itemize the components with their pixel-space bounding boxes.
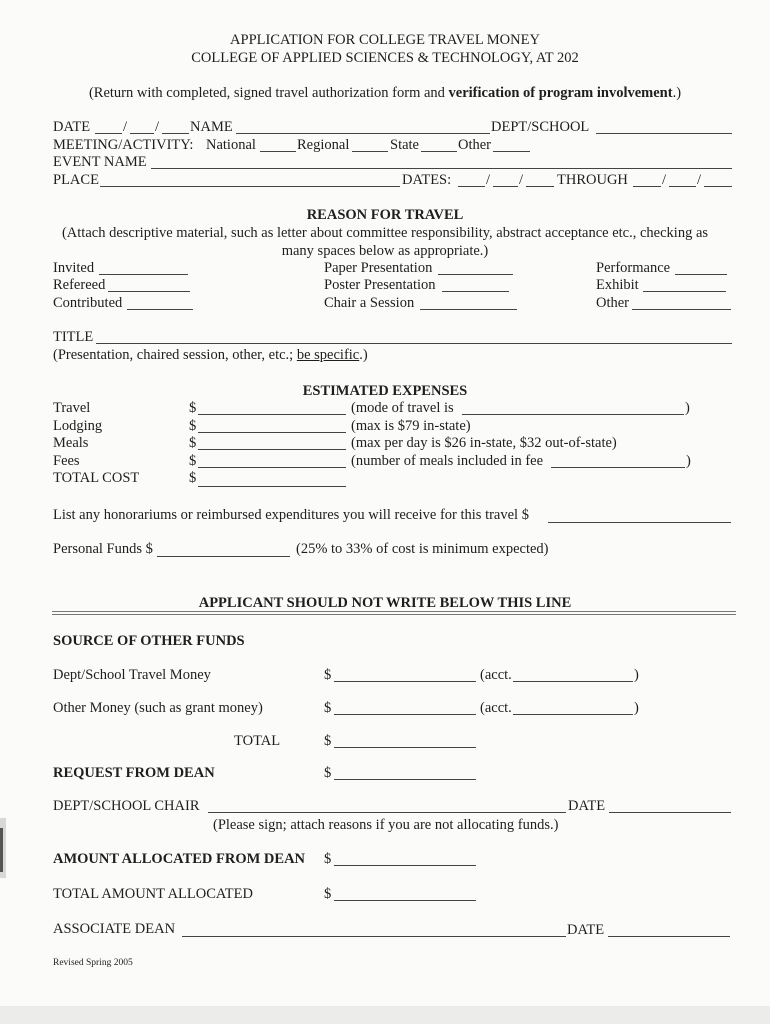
- request-from-dean-label: REQUEST FROM DEAN: [53, 765, 215, 781]
- dates-slash: /: [486, 172, 491, 188]
- chair-note: (Please sign; attach reasons if you are not allocating funds.): [213, 817, 559, 833]
- dollar-sign: $: [324, 667, 332, 683]
- other-label: Other: [458, 137, 492, 153]
- dollar-sign: $: [324, 733, 332, 749]
- reason-other-label: Other: [596, 295, 630, 311]
- name-label: NAME: [190, 119, 233, 135]
- refereed-label: Refereed: [53, 277, 106, 293]
- personal-funds-field[interactable]: [157, 556, 290, 557]
- date-slash: /: [123, 119, 128, 135]
- place-field[interactable]: [100, 186, 400, 187]
- total-funds-field[interactable]: [334, 747, 476, 748]
- close-paren: ): [686, 453, 691, 469]
- honorariums-field[interactable]: [548, 522, 731, 523]
- event-name-field[interactable]: [151, 168, 732, 169]
- date-year-field[interactable]: [162, 133, 189, 134]
- request-from-dean-field[interactable]: [334, 779, 476, 780]
- reason-heading: REASON FOR TRAVEL: [306, 207, 464, 223]
- chair-session-field[interactable]: [420, 309, 517, 310]
- dept-acct-field[interactable]: [513, 681, 633, 682]
- lodging-max-note: (max is $79 in-state): [351, 418, 471, 434]
- travel-label: Travel: [53, 400, 91, 416]
- dollar-sign: $: [189, 435, 197, 451]
- associate-dean-date-label: DATE: [567, 922, 605, 938]
- source-other-funds-heading: SOURCE OF OTHER FUNDS: [53, 633, 245, 649]
- travel-amount-field[interactable]: [198, 414, 346, 415]
- dates-label: DATES:: [402, 172, 452, 188]
- amount-allocated-dean-label: AMOUNT ALLOCATED FROM DEAN: [53, 851, 306, 867]
- other-field[interactable]: [493, 151, 530, 152]
- acct-label: (acct.: [480, 667, 512, 683]
- mode-of-travel-field[interactable]: [462, 414, 684, 415]
- date-month-field[interactable]: [95, 133, 122, 134]
- total-label: TOTAL: [234, 733, 281, 749]
- college-name: COLLEGE OF APPLIED SCIENCES & TECHNOLOGY, AT 202: [191, 50, 579, 66]
- total-amount-allocated-label: TOTAL AMOUNT ALLOCATED: [53, 886, 253, 902]
- amount-allocated-dean-field[interactable]: [334, 865, 476, 866]
- dollar-sign: $: [324, 765, 332, 781]
- other-acct-field[interactable]: [513, 714, 633, 715]
- dates-from-year-field[interactable]: [526, 186, 554, 187]
- chair-date-label: DATE: [568, 798, 606, 814]
- close-paren: ): [634, 700, 639, 716]
- lodging-label: Lodging: [53, 418, 103, 434]
- acct-label: (acct.: [480, 700, 512, 716]
- dates-slash: /: [662, 172, 667, 188]
- other-money-field[interactable]: [334, 714, 476, 715]
- associate-dean-signature-field[interactable]: [182, 936, 566, 937]
- dept-travel-money-label: Dept/School Travel Money: [53, 667, 211, 683]
- dollar-sign: $: [189, 400, 197, 416]
- meals-amount-field[interactable]: [198, 449, 346, 450]
- dept-travel-money-field[interactable]: [334, 681, 476, 682]
- state-label: State: [390, 137, 419, 153]
- mode-of-travel-note: (mode of travel is: [351, 400, 454, 416]
- invited-label: Invited: [53, 260, 95, 276]
- dates-to-month-field[interactable]: [633, 186, 661, 187]
- total-cost-field[interactable]: [198, 486, 346, 487]
- place-label: PLACE: [53, 172, 99, 188]
- poster-presentation-field[interactable]: [442, 291, 509, 292]
- return-instructions: (Return with completed, signed travel authorization form and verification of program involvement.): [88, 85, 682, 101]
- dates-slash: /: [697, 172, 702, 188]
- scan-mark: [0, 828, 3, 872]
- revision-note: Revised Spring 2005: [53, 958, 133, 968]
- close-paren: ): [685, 400, 690, 416]
- dollar-sign: $: [189, 453, 197, 469]
- close-paren: ): [634, 667, 639, 683]
- refereed-field[interactable]: [108, 291, 190, 292]
- dates-from-day-field[interactable]: [493, 186, 518, 187]
- chair-signature-field[interactable]: [208, 812, 566, 813]
- total-amount-allocated-field[interactable]: [334, 900, 476, 901]
- total-cost-label: TOTAL COST: [53, 470, 140, 486]
- invited-field[interactable]: [99, 274, 188, 275]
- chair-date-field[interactable]: [609, 812, 731, 813]
- title-field[interactable]: [96, 343, 732, 344]
- title-label: TITLE: [53, 329, 94, 345]
- dates-from-month-field[interactable]: [458, 186, 485, 187]
- dept-school-label: DEPT/SCHOOL: [491, 119, 590, 135]
- dates-to-day-field[interactable]: [669, 186, 696, 187]
- associate-dean-date-field[interactable]: [608, 936, 730, 937]
- performance-field[interactable]: [675, 274, 727, 275]
- associate-dean-label: ASSOCIATE DEAN: [53, 921, 176, 937]
- exhibit-label: Exhibit: [596, 277, 639, 293]
- office-use-divider: APPLICANT SHOULD NOT WRITE BELOW THIS LINE: [198, 595, 572, 611]
- meeting-activity-label: MEETING/ACTIVITY:: [53, 137, 194, 153]
- date-slash: /: [155, 119, 160, 135]
- divider-line: [52, 614, 736, 615]
- fees-amount-field[interactable]: [198, 467, 346, 468]
- expenses-heading: ESTIMATED EXPENSES: [302, 383, 468, 399]
- fees-label: Fees: [53, 453, 80, 469]
- meals-max-note: (max per day is $26 in-state, $32 out-of-state): [351, 435, 617, 451]
- other-money-label: Other Money (such as grant money): [53, 700, 263, 716]
- lodging-amount-field[interactable]: [198, 432, 346, 433]
- title-note: (Presentation, chaired session, other, etc.; be specific.): [53, 347, 368, 363]
- reason-description-cont: many spaces below as appropriate.): [281, 243, 489, 259]
- dates-slash: /: [519, 172, 524, 188]
- paper-presentation-label: Paper Presentation: [324, 260, 433, 276]
- dollar-sign: $: [324, 851, 332, 867]
- national-label: National: [206, 137, 256, 153]
- date-label: DATE: [53, 119, 91, 135]
- event-name-label: EVENT NAME: [53, 154, 147, 170]
- dollar-sign: $: [189, 418, 197, 434]
- contributed-label: Contributed: [53, 295, 123, 311]
- dates-to-year-field[interactable]: [704, 186, 732, 187]
- meals-included-note: (number of meals included in fee: [351, 453, 544, 469]
- performance-label: Performance: [596, 260, 671, 276]
- national-field[interactable]: [260, 151, 296, 152]
- honorariums-label: List any honorariums or reimbursed expenditures you will receive for this travel $: [53, 507, 529, 523]
- form-title: APPLICATION FOR COLLEGE TRAVEL MONEY: [230, 32, 540, 48]
- meals-included-field[interactable]: [551, 467, 685, 468]
- exhibit-field[interactable]: [643, 291, 726, 292]
- personal-funds-label: Personal Funds $: [53, 541, 153, 557]
- divider-line: [52, 611, 736, 612]
- chair-session-label: Chair a Session: [324, 295, 415, 311]
- state-field[interactable]: [421, 151, 457, 152]
- reason-description: (Attach descriptive material, such as letter about committee responsibility, abstract acceptance etc., checking as: [61, 225, 709, 241]
- reason-other-field[interactable]: [632, 309, 731, 310]
- dollar-sign: $: [189, 470, 197, 486]
- dollar-sign: $: [324, 886, 332, 902]
- regional-label: Regional: [297, 137, 350, 153]
- regional-field[interactable]: [352, 151, 388, 152]
- personal-funds-note: (25% to 33% of cost is minimum expected): [296, 541, 549, 557]
- paper-presentation-field[interactable]: [438, 274, 513, 275]
- poster-presentation-label: Poster Presentation: [324, 277, 436, 293]
- date-day-field[interactable]: [130, 133, 154, 134]
- dept-school-field[interactable]: [596, 133, 732, 134]
- name-field[interactable]: [236, 133, 490, 134]
- through-label: THROUGH: [557, 172, 628, 188]
- dollar-sign: $: [324, 700, 332, 716]
- contributed-field[interactable]: [127, 309, 193, 310]
- chair-signature-label: DEPT/SCHOOL CHAIR: [53, 798, 200, 814]
- meals-label: Meals: [53, 435, 89, 451]
- scan-edge: [0, 1006, 770, 1024]
